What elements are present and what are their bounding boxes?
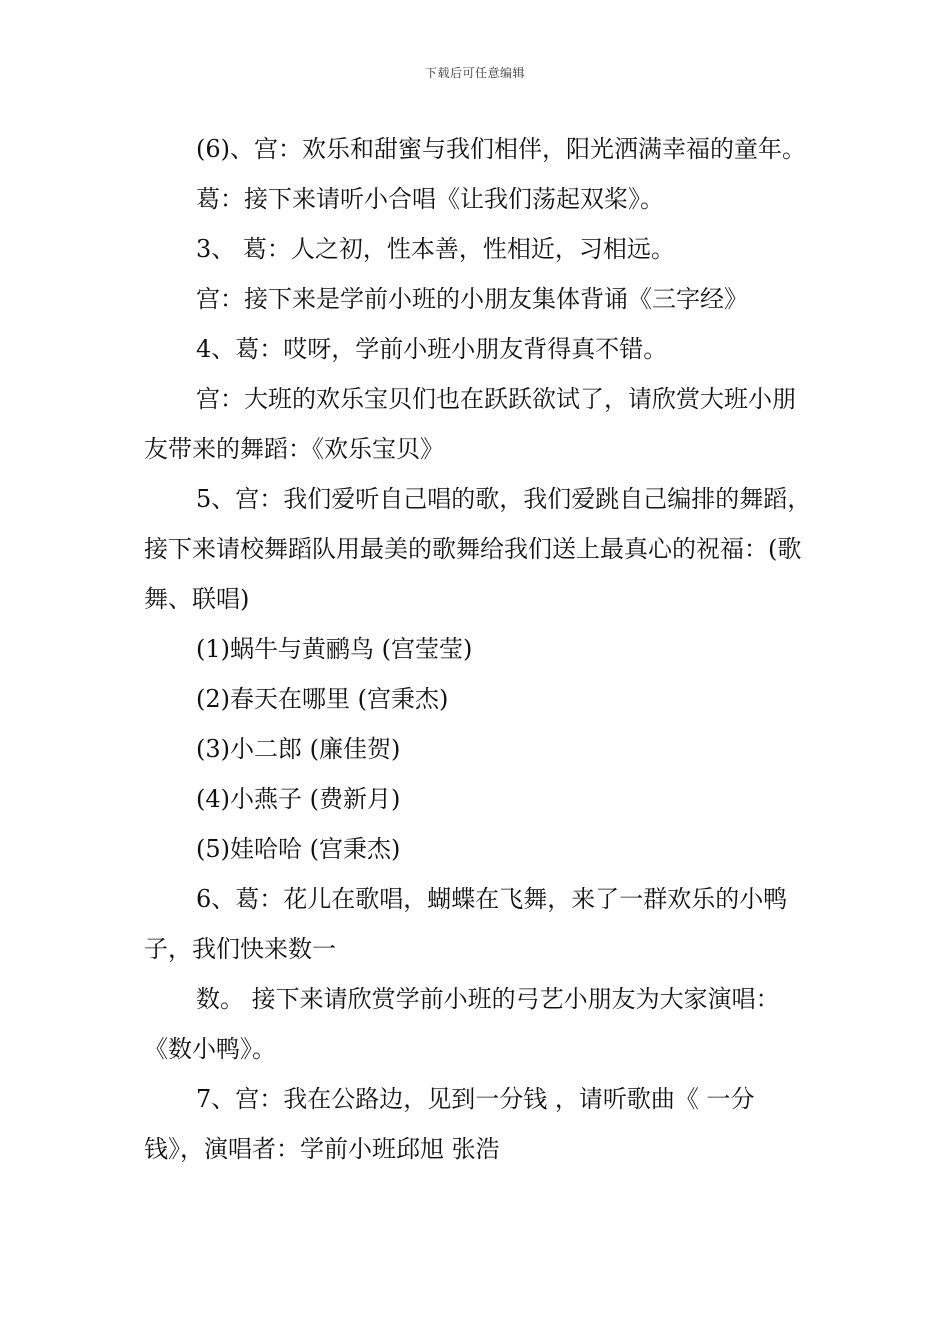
program-list-item: (2)春天在哪里 (宫秉杰) <box>196 685 449 713</box>
paragraph: 4、葛：哎呀，学前小班小朋友背得真不错。 <box>196 335 668 363</box>
paragraph: 宫：大班的欢乐宝贝们也在跃跃欲试了，请欣赏大班小朋友带来的舞蹈：《欢乐宝贝》 <box>144 385 796 463</box>
program-list-item: (3)小二郎 (廉佳贺) <box>196 735 401 763</box>
paragraph: 6、葛：花儿在歌唱，蝴蝶在飞舞，来了一群欢乐的小鸭子，我们快来数一 <box>144 885 788 963</box>
paragraph: 宫：接下来是学前小班的小朋友集体背诵《三字经》 <box>196 285 748 313</box>
paragraph: 7、宫：我在公路边，见到一分钱 ，请听歌曲《 一分钱》，演唱者：学前小班邱旭 张浩 <box>144 1085 755 1163</box>
paragraph: 数。 接下来请欣赏学前小班的弓艺小朋友为大家演唱：《数小鸭》。 <box>144 985 780 1063</box>
program-list-item: (5)娃哈哈 (宫秉杰) <box>196 835 401 863</box>
program-list-item: (4)小燕子 (费新月) <box>196 785 401 813</box>
paragraph: 5、宫：我们爱听自己唱的歌，我们爱跳自己编排的舞蹈，接下来请校舞蹈队用最美的歌舞给我们送上最真心的祝福：(歌舞、联唱) <box>144 485 812 613</box>
paragraph: 3、 葛：人之初，性本善，性相近，习相远。 <box>196 235 675 263</box>
paragraph: 葛：接下来请听小合唱《让我们荡起双桨》。 <box>196 185 664 213</box>
page-header-note: 下载后可任意编辑 <box>424 66 525 80</box>
program-list-item: (1)蜗牛与黄鹂鸟 (宫莹莹) <box>196 635 473 663</box>
paragraph: (6)、宫：欢乐和甜蜜与我们相伴，阳光洒满幸福的童年。 <box>196 135 806 163</box>
document-body <box>144 124 814 1174</box>
